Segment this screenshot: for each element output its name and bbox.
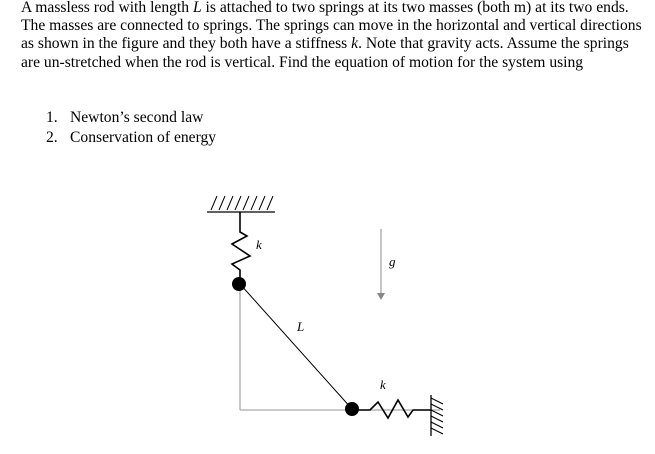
text: . Note that gravity acts. Assume the springs are un-stretched when the rod is vertical. Find the equation of motion for the system using [21,35,629,71]
right-spring [358,400,431,418]
label-L: L [297,319,305,334]
list-text: Newton’s second law [70,109,204,126]
ceiling [207,196,275,212]
bottom-mass [345,402,359,416]
gravity-arrow [377,229,385,300]
text: A massless rod with length [21,0,193,16]
text: is attached to two springs at its two masses (both m) at its two ends. The masses are connected to springs. The springs can move in the horizontal and vertical directions as shown in the figure and they both have a stiffness [21,0,642,53]
rod [240,284,352,409]
label-k-right: k [380,377,386,392]
top-mass [232,277,246,291]
list-number: 2. [46,129,58,146]
label-k-top: k [256,237,262,252]
top-spring [232,212,250,282]
label-g: g [389,254,396,269]
right-wall [431,395,443,436]
var-L: L [192,0,202,16]
list-text: Conservation of energy [70,129,217,146]
list-number: 1. [46,109,58,126]
var-k: k [351,35,359,53]
